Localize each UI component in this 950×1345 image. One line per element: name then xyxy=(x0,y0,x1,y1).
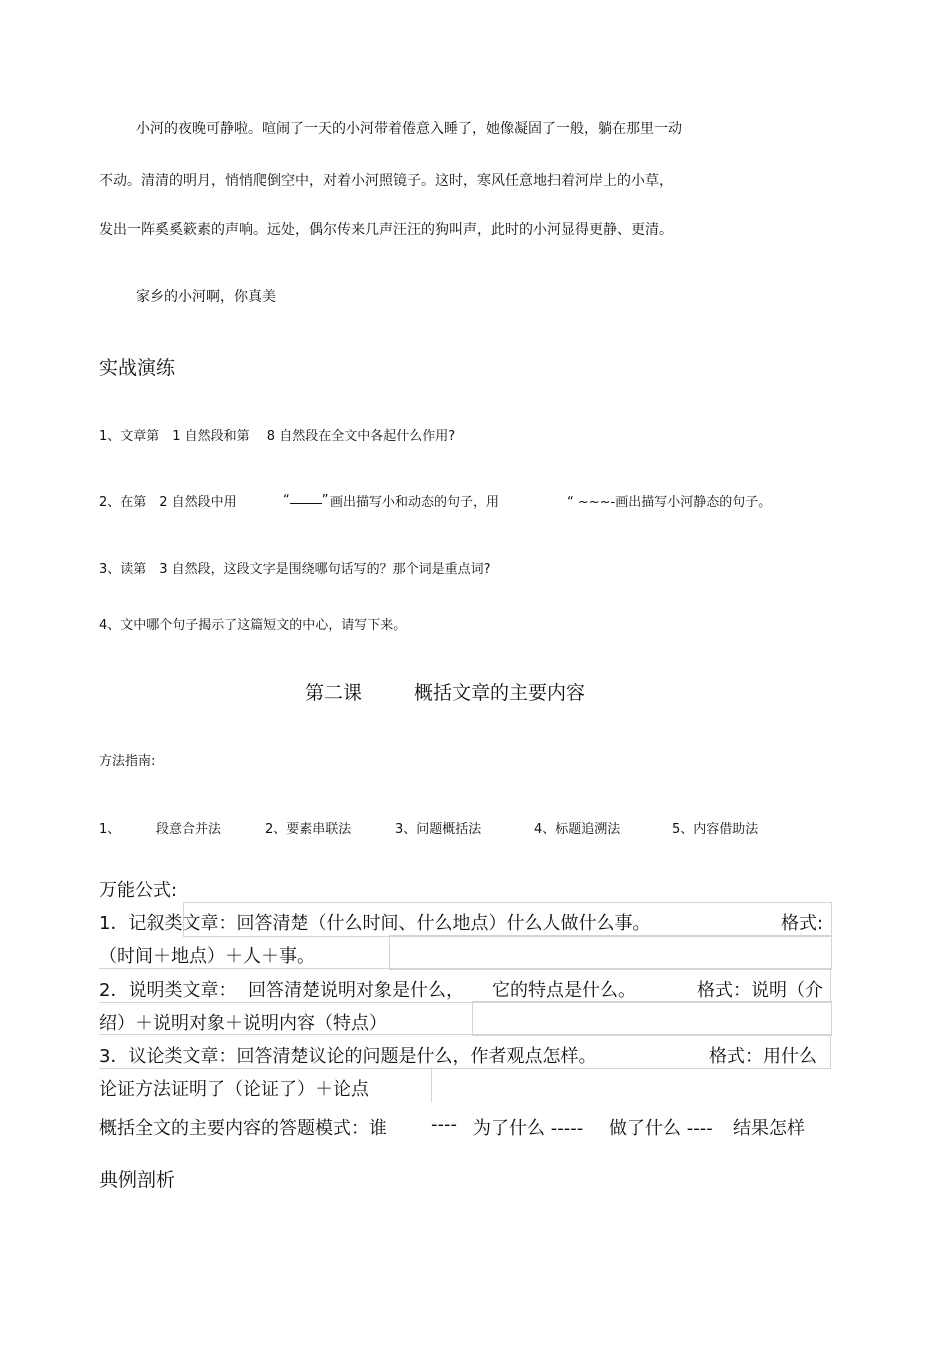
example-heading: 典例剖析 xyxy=(99,1169,176,1191)
formula-row-1-a: 1．记叙类文章：回答清楚（什么时间、什么地点）什么人做什么事。 xyxy=(99,913,651,934)
answer-model-c: 为了什么 ----- xyxy=(473,1118,584,1139)
answer-model-a: 概括全文的主要内容的答题模式：谁 xyxy=(99,1118,387,1139)
formula-row-3-b: 格式：用什么 xyxy=(709,1046,817,1067)
question-1: 1、文章第 1 自然段和第 8 自然段在全文中各起什么作用? xyxy=(99,429,456,444)
method-item: 1、 xyxy=(99,822,121,837)
method-item: 段意合并法 xyxy=(156,822,222,837)
passage-line-4: 家乡的小河啊，你真美 xyxy=(136,289,276,305)
formula-row-1-b: 格式: xyxy=(781,913,824,934)
formula-row-1-c: （时间＋地点）＋人＋事。 xyxy=(99,946,315,967)
question-2-part-b: 画出描写小和动态的句子，用 xyxy=(330,495,500,510)
underline-mark xyxy=(290,491,322,504)
formula-row-2-d: 格式：说明（介 xyxy=(697,980,823,1001)
lesson-number: 第二课 xyxy=(305,682,363,704)
formula-row-2-c: 它的特点是什么。 xyxy=(492,980,636,1001)
method-item: 3、问题概括法 xyxy=(395,822,482,837)
formula-row-2-b: 回答清楚说明对象是什么， xyxy=(248,980,464,1001)
formula-row-3-c: 论证方法证明了（论证了）＋论点 xyxy=(99,1079,369,1100)
quote-open: “ xyxy=(283,493,290,508)
quote-close: ” xyxy=(321,493,329,508)
formula-row-3-a: 3．议论类文章：回答清楚议论的问题是什么，作者观点怎样。 xyxy=(99,1046,597,1067)
question-3: 3、读第 3 自然段，这段文字是围绕哪句话写的？那个词是重点词? xyxy=(99,562,491,577)
formula-frame xyxy=(431,1067,432,1102)
passage-line-1: 小河的夜晚可静啦。喧闹了一天的小河带着倦意入睡了，她像凝固了一般，躺在那里一动 xyxy=(136,121,682,137)
method-item: 2、要素串联法 xyxy=(265,822,352,837)
question-2-part-a: 2、在第 2 自然段中用 xyxy=(99,495,237,510)
formula-heading: 万能公式: xyxy=(99,880,178,901)
formula-row-2-a: 2．说明类文章： xyxy=(99,980,237,1001)
practice-heading: 实战演练 xyxy=(99,357,176,379)
passage-line-3: 发出一阵奚奚簌素的声响。远处，偶尔传来几声汪汪的狗叫声，此时的小河显得更静、更清。 xyxy=(99,222,673,238)
question-2-part-c: “ ~~~-画出描写小河静态的句子。 xyxy=(567,495,772,510)
formula-frame xyxy=(472,1001,832,1036)
passage-line-2: 不动。清清的明月，悄悄爬倒空中，对着小河照镜子。这时，寒风任意地扫着河岸上的小草， xyxy=(99,173,673,189)
lesson-title: 概括文章的主要内容 xyxy=(414,682,586,704)
method-item: 5、内容借助法 xyxy=(672,822,759,837)
answer-model-e: 结果怎样 xyxy=(733,1118,805,1139)
answer-model-b: ---- xyxy=(431,1114,457,1135)
formula-frame xyxy=(389,935,832,970)
method-item: 4、标题追溯法 xyxy=(534,822,621,837)
method-label: 方法指南: xyxy=(99,754,156,769)
question-2-blank xyxy=(283,491,329,508)
formula-row-2-e: 绍）＋说明对象＋说明内容（特点） xyxy=(99,1013,387,1034)
question-4: 4、文中哪个句子揭示了这篇短文的中心，请写下来。 xyxy=(99,618,407,633)
answer-model-d: 做了什么 ---- xyxy=(609,1118,713,1139)
